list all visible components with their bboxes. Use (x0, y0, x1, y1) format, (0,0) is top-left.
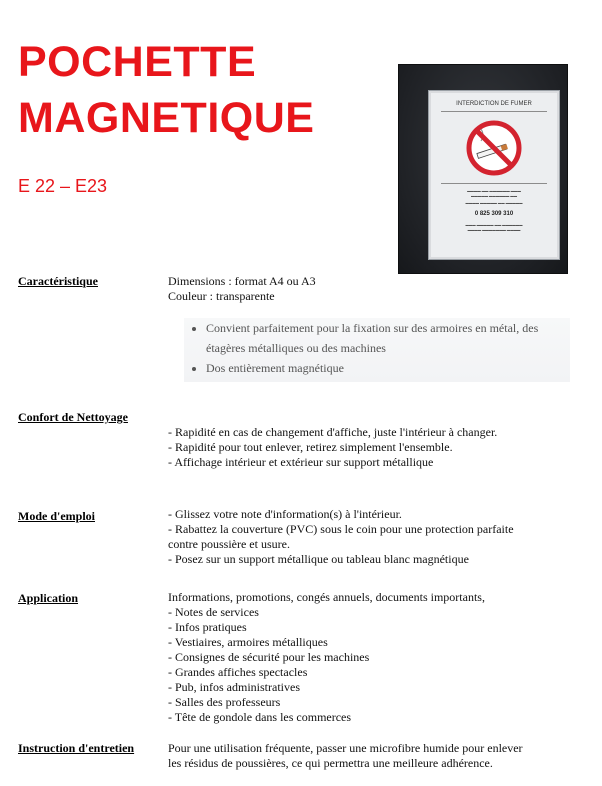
title-line-1: POCHETTE (18, 38, 257, 86)
text-line: - Pub, infos administratives (168, 680, 300, 694)
text-line: - Posez sur un support métallique ou tableau blanc magnétique (168, 552, 469, 566)
text-line: - Consignes de sécurité pour les machines (168, 650, 370, 664)
section-entretien (168, 741, 578, 771)
sign-divider (441, 111, 547, 112)
sign-divider (441, 183, 547, 184)
text-line: - Affichage intérieur et extérieur sur support métallique (168, 455, 434, 469)
text-line: - Grandes affiches spectacles (168, 665, 308, 679)
text-line: Informations, promotions, congés annuels, documents importants, (168, 590, 485, 604)
text-line: - Rabattez la couverture (PVC) sous le coin pour une protection parfaite (168, 522, 514, 536)
text-line: - Notes de services (168, 605, 259, 619)
section-label-mode-emploi: Mode d'emploi (18, 509, 95, 523)
text-line: les résidus de poussières, ce qui permettra une meilleure adhérence. (168, 756, 493, 770)
list-item: • Dos entièrement magnétique (206, 358, 570, 378)
sign-fine-print: ▬▬▬▬ ▬▬▬▬▬ ▬▬ ▬▬▬▬▬ (465, 201, 523, 205)
page-title (18, 34, 314, 146)
section-label-confort: Confort de Nettoyage (18, 410, 128, 424)
list-item: • Convient parfaitement pour la fixation sur des armoires en métal, des étagères métalliques ou des machines (206, 318, 570, 358)
section-label-caracteristique: Caractéristique (18, 274, 98, 288)
section-caracteristique (168, 274, 578, 304)
text-line: Couleur : transparente (168, 289, 275, 303)
text-line: contre poussière et usure. (168, 537, 290, 551)
text-line: - Vestiaires, armoires métalliques (168, 635, 328, 649)
text-line: - Rapidité en cas de changement d'affiche, juste l'intérieur à changer. (168, 425, 498, 439)
sign-fine-print: ▬▬▬ ▬▬▬▬▬ ▬▬ ▬▬▬▬▬▬ ▬▬▬▬ ▬▬▬▬▬▬▬ ▬▬▬▬ (465, 223, 523, 232)
text-line: Dimensions : format A4 ou A3 (168, 274, 316, 288)
magnetic-pouch (429, 91, 559, 259)
text-line: - Glissez votre note d'information(s) à l'intérieur. (168, 507, 402, 521)
text-line: - Tête de gondole dans les commerces (168, 710, 352, 724)
title-line-2: MAGNETIQUE (18, 94, 315, 142)
product-photo (398, 64, 568, 274)
sign-phone: 0 825 309 310 (474, 211, 514, 217)
text-line: - Salles des professeurs (168, 695, 281, 709)
sign-title: INTERDICTION DE FUMER (456, 101, 532, 107)
section-mode-emploi (168, 507, 578, 567)
sign-fine-print: ▬▬▬▬ ▬▬ ▬▬▬▬▬▬ ▬▬▬ ▬▬▬▬▬ ▬▬▬▬▬▬ ▬▬ (467, 189, 521, 198)
feature-bullets (184, 318, 570, 382)
section-label-entretien: Instruction d'entretien (18, 741, 135, 755)
text-line: - Rapidité pour tout enlever, retirez simplement l'ensemble. (168, 440, 453, 454)
product-reference: E 22 – E23 (18, 176, 108, 196)
text-line: - Infos pratiques (168, 620, 247, 634)
text-line: Pour une utilisation fréquente, passer une microfibre humide pour enlever (168, 741, 523, 755)
section-confort (168, 425, 578, 470)
section-label-application: Application (18, 591, 79, 605)
no-smoking-icon (465, 119, 523, 177)
section-application (168, 590, 578, 725)
